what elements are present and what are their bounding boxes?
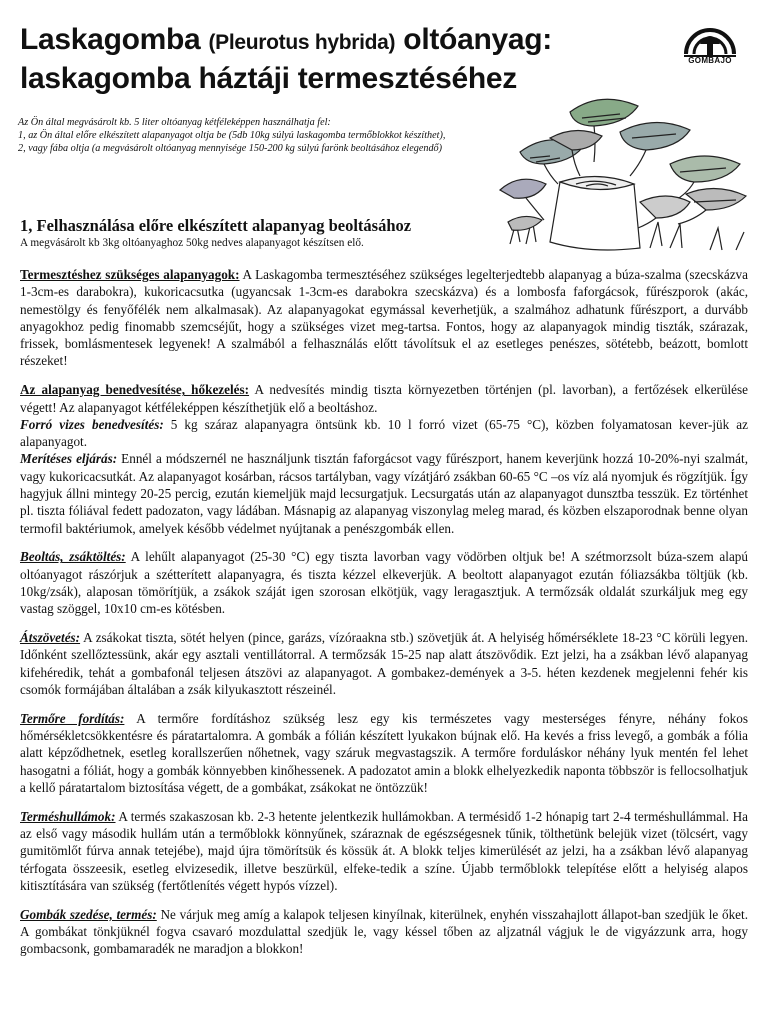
heading-hot-water: Forró vizes benedvesítés: <box>20 416 164 432</box>
paragraph-flushes <box>20 808 748 894</box>
intro-text <box>18 116 498 156</box>
paragraph-immersion <box>20 450 748 536</box>
text-materials: A Laskagomba termesztéséhez szükséges legelterjedtebb alapanyag a búza-szalma (szecskázva 1-3cm-es darabokra), kukoricacsutka (ugyancsak 1-3cm-es darabokra szecskázva) és a lombosfa faforgácsok, fűrészporok (akác, nemestölgy és fenyőfélék nem alkalmasak). Az alapanyagokat egymással keverhetjük, a szalmához adhatunk fűrészport, a durvább anyagokhoz pedig finomabb szemcséjűt, hogy a szükséges vizet meg-tartsa. Fontos, hogy az alapanyagok mindig tiszták, szárazak, frissek, bomlásmentesek legyenek! A szalmából a felhasználás előtt távolítsuk el az esetleges penészes, sötétebb, beázott, bomlott részeket! <box>20 267 748 369</box>
paragraph-hot-water <box>20 416 748 451</box>
paragraph-colonization <box>20 629 748 698</box>
heading-flushes: Terméshullámok: <box>20 808 116 824</box>
intro-line-2: 1, az Ön által előre elkészített alapanyagot oltja be (5db 10kg súlyú laskagomba termőblokkot készíthet), <box>18 130 446 142</box>
text-hot-water: 5 kg száraz alapanyagra öntsünk kb. 10 l forró vizet (65-75 °C), közben folyamatosan kever-jük az alapanyagot. <box>20 416 748 450</box>
intro-line-1: Az Ön által megvásárolt kb. 5 liter oltóanyag kétféleképpen használhatja fel: <box>18 117 331 128</box>
title-line-2: laskagomba háztáji termesztéséhez <box>20 62 517 95</box>
oyster-mushroom-illustration <box>490 72 758 262</box>
text-inoculation: A lehűlt alapanyagot (25-30 °C) egy tiszta lavorban vagy vödörben oltjuk be! A szétmorzsolt búza-szem alapú oltóanyagot rászórjuk a szétterített alapanyagra, és tiszta kézzel elkeverjük. A beoltott alapanyagot ezután fóliazsákba töltjük (kb. 10kg/zsák), alaposan tömörítjük, a zsákok száját igen szorosan elkötjük, vagy leragasztjuk. A termőzsák oldalát szurkáljuk meg egy vastag szöggel, 10x10 cm-es kötésben. <box>20 549 748 617</box>
paragraph-fruiting <box>20 710 748 796</box>
paragraph-inoculation <box>20 548 748 617</box>
text-flushes: A termés szakaszosan kb. 2-3 hetente jelentkezik hullámokban. A termésidő 1-2 hónapig tart 2-4 terméshullámmal. Ha az első vagy második hullám után a termőblokk könnyűnek, száraznak de egészségesnek tűnik, tölthetünk belejük vizet (tölcsért, vagy gumitömlőt fúrva annak tetejébe), majd újra tömörítsük és kössük át. A blokk teljes kimerülését az jelzi, ha a zsákban lévő alapanyag térfogata összeesik, esetleg elvizesedik, illetve beszürkül, elfeke-tedik a színe. Újabb termőblokk telepítése előtt a helyiség alapos kitisztítására van szükség (fertőtlenítés végett hypós vízzel). <box>20 808 748 893</box>
heading-moistening: Az alapanyag benedvesítése, hőkezelés: <box>20 382 250 398</box>
title-part-1: Laskagomba <box>20 23 209 56</box>
heading-inoculation: Beoltás, zsáktöltés: <box>20 549 126 565</box>
text-immersion: Ennél a módszernél ne használjunk tisztán faforgácsot vagy fűrészport, hanem keverjünk hozzá 10-20%-nyi szalmát, vagy kukoricacsutkát. Az alapanyagot kosárban, rácsos tartályban, vagy vízátjáró zsákban 60-65 °C –os víz alá nyomjuk és rögzítjük. Így hagyjuk állni mintegy 20-25 percig, ezután kiemeljük majd lecsurgatjuk. Lecsurgatás után az alapanyagot dunsztba tesszük. Ez történhet pl. tiszta fóliával fedett padozaton, vagy ládában. Másnapig az alapanyag viszonylag meleg marad, és közben elszaporodnak benne olyan termofil baktériumok, amelyek később védelmet nyújtanak a penészgombák ellen. <box>20 451 748 536</box>
paragraph-harvest <box>20 906 748 958</box>
heading-harvest: Gombák szedése, termés: <box>20 906 157 922</box>
text-fruiting: A termőre fordításhoz szükség lesz egy kis természetes vagy mesterséges fényre, néhány fokos hőmérsékletcsökkentésre és páratartalomra. A gombák a fólián készített lyukakon bújnak elő. Ha kevés a friss levegő, a gombák a fólia alatt képződhetnek, esetleg korallszerűen nőhetnek, vagy száruk megvastagszik. A termőre forduláskor néhány lyuk mentén fel lehet hasogatni a fóliát, hogy a gombák könnyebben kinőhessenek. A padozatot amin a blokk elhelyezkedik naponta többször is fellocsolhatjuk a kellő páratartalom biztosítása végett, de a gombákat, zsákokat ne öntözzük! <box>20 710 748 796</box>
mushroom-logo-icon <box>682 14 738 60</box>
text-moistening: A nedvesítés mindig tiszta környezetben történjen (pl. lavorban), a fertőzések elkerülése végett! Az alapanyagot kétféleképpen készíthetjük elő a beoltáshoz. <box>20 382 748 415</box>
heading-colonization: Átszövetés: <box>20 630 81 646</box>
text-colonization: A zsákokat tiszta, sötét helyen (pince, garázs, vízóraakna stb.) szövetjük át. A helyiség hőmérséklete 18-23 °C körüli legyen. Időnként szellőztessünk, akár egy asztali ventillátorral. A termőzsák 15-25 nap alatt átszövődik. Ezt jelzi, ha a zsákban lévő alapanyag kifehéredik, tehát a gombafonál teljesen átszövi az alapanyagot. A gombakez-demények a 3-5. héten kezdenek megjelenni fehér kis csomók formájában általában a zsák kilyukasztott részeinél. <box>20 630 748 698</box>
heading-immersion: Merítéses eljárás: <box>20 451 118 467</box>
title-part-2: oltóanyag: <box>395 23 552 56</box>
paragraph-materials <box>20 266 748 370</box>
logo-text: GOMBAJÓ <box>688 56 732 65</box>
heading-materials: Termesztéshez szükséges alapanyagok: <box>20 267 240 282</box>
section-title: 1, Felhasználása előre elkészített alapanyag beoltásához <box>20 216 412 235</box>
intro-line-3: 2, vagy fába oltja (a megvásárolt oltóanyag mennyisége 150-200 kg súlyú farönk beoltásához elegendő) <box>18 143 443 155</box>
section-subtitle: A megvásárolt kb 3kg oltóanyaghoz 50kg nedves alapanyagot készítsen elő. <box>20 237 364 249</box>
body-text <box>20 266 748 969</box>
paragraph-moistening <box>20 381 748 416</box>
heading-fruiting: Termőre fordítás: <box>20 710 125 726</box>
text-harvest: Ne várjuk meg amíg a kalapok teljesen kinyílnak, kiterülnek, enyhén visszahajlott állapot-ban szedjük le őket. A gombákat tönkjüknél fogva csavaró mozdulattal szedjük le, vagy késsel tőben az aljzatnál vágjuk le de vigyázzunk arra, hogy gombacsonk, gombamaradék ne maradjon a blokkon! <box>20 906 748 957</box>
title-latin-name: (Pleurotus hybrida) <box>208 31 396 54</box>
